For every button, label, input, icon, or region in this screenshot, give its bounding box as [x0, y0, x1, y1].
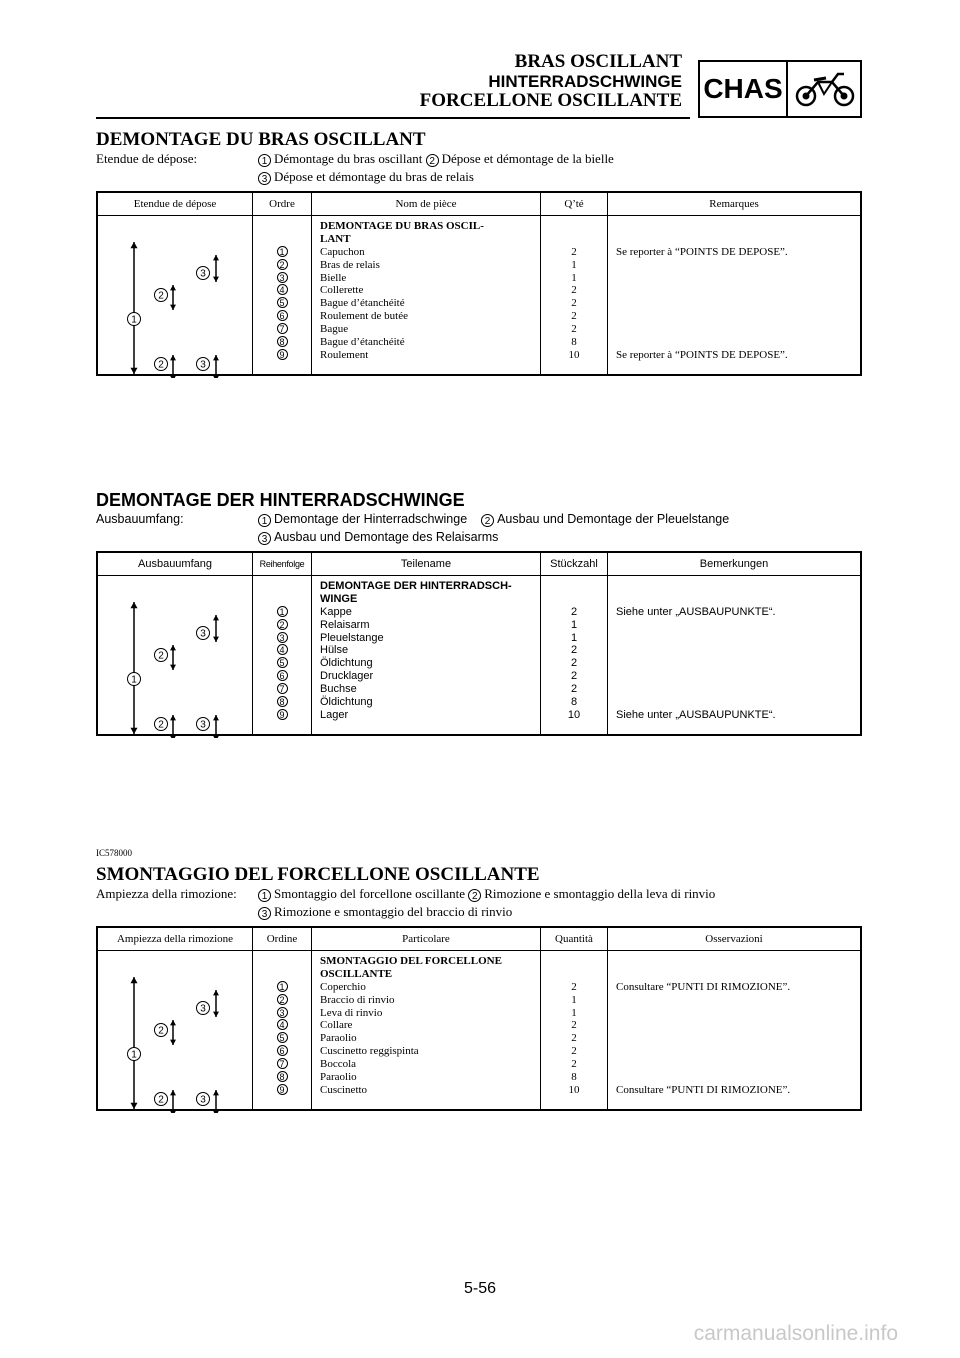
scope-cell: [97, 576, 253, 736]
order-number-icon: 2: [277, 619, 288, 630]
spacer: [541, 580, 607, 593]
part-name: Collerette: [320, 284, 364, 297]
part-name: Braccio di rinvio: [320, 993, 395, 1006]
quantity: 2: [570, 605, 578, 618]
spacer: [541, 955, 607, 968]
diagram-marker-1: [128, 673, 141, 686]
svg-text:3: 3: [200, 359, 206, 371]
diagram-marker-3: [197, 1093, 210, 1106]
quantity: 2: [571, 1045, 577, 1058]
order-number-icon: 1: [277, 981, 288, 992]
remark: [616, 696, 860, 709]
quantity-column: [541, 216, 608, 376]
order-number-icon: 4: [277, 284, 288, 295]
parts-table: [96, 191, 862, 376]
part-name: Roulement de butée: [320, 310, 408, 323]
quantity: 2: [571, 245, 577, 258]
scope-diagram: [118, 598, 268, 738]
column-header: Osservazioni: [608, 927, 862, 951]
remark: [616, 1007, 860, 1020]
column-header: Stückzahl: [541, 552, 608, 576]
spacer: [616, 220, 860, 233]
group-title: OSCILLANTE: [320, 967, 393, 980]
order-number-icon: 2: [277, 994, 288, 1005]
table-row: [97, 576, 861, 736]
order-number-icon: 8: [277, 1071, 288, 1082]
order-number-icon: 5: [277, 657, 288, 668]
diagram-marker-2: [155, 1093, 168, 1106]
spacer: [541, 220, 607, 233]
order-number-icon: 4: [277, 644, 288, 655]
part-name: Paraolio: [320, 1071, 357, 1084]
order-number-icon: 5: [277, 1032, 288, 1043]
svg-text:1: 1: [131, 674, 137, 686]
remarks-column: [608, 216, 862, 376]
scope-row-1: [96, 150, 862, 168]
marker-1-icon: 1: [258, 889, 271, 902]
column-header: Bemerkungen: [608, 552, 862, 576]
scope-text-2: [258, 903, 512, 921]
part-name: Öldichtung: [320, 696, 373, 709]
part-name: Bague: [320, 323, 349, 336]
scope-row-2: [96, 903, 862, 921]
scope-item-2: Rimozione e smontaggio della leva di rinvio: [484, 886, 716, 901]
spacer: [616, 580, 860, 593]
scope-item-2: Ausbau und Demontage der Pleuelstange: [497, 512, 730, 526]
part-name: Pleuelstange: [320, 631, 384, 644]
remark: Siehe unter „AUSBAUPUNKTE“.: [616, 708, 776, 721]
part-name-column: [312, 951, 541, 1111]
diagram-marker-3: [197, 627, 210, 640]
order-number-icon: 9: [277, 709, 288, 720]
diagram-marker-3: [197, 1002, 210, 1015]
group-title: WINGE: [320, 592, 358, 605]
diagram-marker-2: [155, 358, 168, 371]
table-row: [97, 216, 861, 376]
scope-diagram: [118, 973, 268, 1113]
order-number-icon: 8: [277, 696, 288, 707]
scope-item-3: Rimozione e smontaggio del braccio di rinvio: [274, 904, 513, 919]
spacer: [616, 233, 860, 246]
part-name: Bague d’étanchéité: [320, 297, 405, 310]
section-german: [96, 490, 862, 731]
spacer: [253, 955, 311, 968]
quantity: 1: [571, 1006, 577, 1019]
diagram-marker-3: [197, 358, 210, 371]
scope-text-2: [258, 528, 498, 546]
marker-3-icon: 3: [258, 532, 271, 545]
svg-text:2: 2: [158, 1094, 164, 1106]
remark: [616, 297, 860, 310]
order-number-icon: 7: [277, 683, 288, 694]
order-number-icon: 2: [277, 259, 288, 270]
scope-row-2: [96, 168, 862, 186]
part-name: Kappe: [320, 605, 352, 618]
part-name: Boccola: [320, 1058, 357, 1071]
scope-diagram: [118, 238, 268, 378]
part-name: Lager: [320, 708, 349, 721]
parts-table: [96, 926, 862, 1111]
diagram-marker-3: [197, 718, 210, 731]
diagram-marker-1: [128, 1048, 141, 1061]
part-name: Roulement: [320, 348, 369, 361]
part-name: Hülse: [320, 644, 349, 657]
part-name: Buchse: [320, 683, 357, 696]
spacer: [616, 968, 860, 981]
svg-text:3: 3: [200, 268, 206, 280]
diagram-marker-2: [155, 718, 168, 731]
header-title-de: HINTERRADSCHWINGE: [488, 72, 682, 91]
remark: [616, 994, 860, 1007]
section-title: DEMONTAGE DER HINTERRADSCHWINGE: [96, 490, 465, 510]
order-number-icon: 3: [277, 1007, 288, 1018]
scope-cell: [97, 951, 253, 1111]
remark: [616, 323, 860, 336]
remark: Consultare “PUNTI DI RIMOZIONE”.: [616, 980, 791, 993]
spacer: [253, 580, 311, 593]
part-name: Paraolio: [320, 1032, 357, 1045]
quantity: 2: [571, 297, 577, 310]
quantity: 10: [567, 708, 581, 721]
quantity: 1: [570, 631, 578, 644]
remark: [616, 657, 860, 670]
section-italian: [96, 864, 862, 1106]
remark: [616, 619, 860, 632]
order-number-icon: 9: [277, 1084, 288, 1095]
svg-text:1: 1: [131, 1049, 137, 1061]
group-title: SMONTAGGIO DEL FORCELLONE: [320, 955, 502, 967]
page-number: 5-56: [463, 1280, 497, 1297]
column-header: Ordine: [253, 927, 312, 951]
scope-item-2: Dépose et démontage de la bielle: [441, 151, 614, 166]
part-name: Öldichtung: [320, 657, 373, 670]
quantity: 8: [570, 696, 578, 709]
svg-text:2: 2: [158, 1025, 164, 1037]
header-titles: [420, 52, 682, 111]
svg-text:2: 2: [158, 650, 164, 662]
section-title: DEMONTAGE DU BRAS OSCILLANT: [96, 129, 426, 150]
motorcycle-icon: [794, 68, 858, 110]
quantity: 2: [571, 310, 577, 323]
part-name: Relaisarm: [320, 618, 370, 631]
order-number-icon: 4: [277, 1019, 288, 1030]
scope-row-2: [96, 528, 862, 546]
column-header: Ampiezza della rimozione: [97, 927, 253, 951]
scope-item-1: Démontage du bras oscillant: [274, 151, 423, 166]
marker-1-icon: 1: [258, 154, 271, 167]
quantity: 1: [571, 993, 577, 1006]
quantity: 2: [571, 323, 577, 336]
quantity: 1: [570, 618, 578, 631]
column-header: Ordre: [253, 192, 312, 216]
marker-2-icon: 2: [481, 514, 494, 527]
scope-text-1: [258, 510, 729, 528]
quantity: 10: [568, 348, 580, 361]
section-french: [96, 129, 862, 371]
spacer: [541, 233, 607, 246]
scope-item-3: Ausbau und Demontage des Relaisarms: [274, 530, 499, 544]
remark: Siehe unter „AUSBAUPUNKTE“.: [616, 605, 776, 618]
header-title-fr: BRAS OSCILLANT: [514, 51, 682, 72]
part-name: Bague d’étanchéité: [320, 336, 405, 349]
section-title: SMONTAGGIO DEL FORCELLONE OSCILLANTE: [96, 864, 540, 885]
column-header: Ausbauumfang: [97, 552, 253, 576]
scope-item-1: Demontage der Hinterradschwinge: [274, 512, 468, 526]
quantity: 2: [570, 683, 578, 696]
chas-label: CHAS: [703, 73, 783, 104]
scope-label: Ausbauumfang:: [96, 512, 184, 526]
scope-label: Ampiezza della rimozione:: [96, 886, 237, 901]
header-title-it: FORCELLONE OSCILLANTE: [419, 90, 682, 111]
group-title: DEMONTAGE DU BRAS OSCIL-: [320, 220, 484, 232]
quantity: 2: [571, 980, 577, 993]
marker-1-icon: 1: [258, 514, 271, 527]
order-number-icon: 6: [277, 1045, 288, 1056]
column-header: Q’té: [541, 192, 608, 216]
order-number-icon: 5: [277, 297, 288, 308]
svg-text:2: 2: [158, 719, 164, 731]
part-name: Collare: [320, 1019, 353, 1032]
column-header: Teilename: [312, 552, 541, 576]
scope-label: Etendue de dépose:: [96, 151, 198, 166]
scope-text-1: [258, 885, 715, 903]
column-header: Reihenfolge: [253, 552, 312, 576]
svg-text:3: 3: [200, 628, 206, 640]
order-number-icon: 3: [277, 272, 288, 283]
part-name-column: [312, 216, 541, 376]
scope-row-1: [96, 885, 862, 903]
svg-text:3: 3: [200, 1094, 206, 1106]
quantity: 2: [571, 1019, 577, 1032]
watermark: carmanualsonline.info: [693, 1322, 898, 1345]
diagram-marker-3: [197, 267, 210, 280]
part-name: Capuchon: [320, 245, 365, 258]
spacer: [541, 593, 607, 606]
diagram-marker-1: [128, 313, 141, 326]
part-name: Drucklager: [320, 670, 374, 683]
group-title: LANT: [320, 232, 351, 245]
remark: [616, 1032, 860, 1045]
remark: [616, 1019, 860, 1032]
spacer: [253, 220, 311, 233]
quantity: 8: [571, 1071, 577, 1084]
svg-text:2: 2: [158, 359, 164, 371]
order-number-icon: 6: [277, 310, 288, 321]
part-name: Bras de relais: [320, 258, 380, 271]
quantity: 8: [571, 336, 577, 349]
header-rule: [96, 117, 690, 119]
remarks-column: [608, 951, 862, 1111]
scope-cell: [97, 216, 253, 376]
quantity-column: [541, 951, 608, 1111]
part-name-column: [312, 576, 541, 736]
order-number-icon: 7: [277, 1058, 288, 1069]
scope-item-1: Smontaggio del forcellone oscillante: [274, 886, 465, 901]
spacer: [616, 593, 860, 606]
marker-2-icon: 2: [426, 154, 439, 167]
column-header: Nom de pièce: [312, 192, 541, 216]
group-title: DEMONTAGE DER HINTERRADSCH-: [320, 580, 512, 592]
scope-item-3: Dépose et démontage du bras de relais: [274, 169, 474, 184]
scope-text-1: [258, 150, 614, 168]
quantity: 2: [571, 284, 577, 297]
svg-text:3: 3: [200, 1003, 206, 1015]
quantity-column: [541, 576, 608, 736]
quantity: 10: [568, 1083, 580, 1096]
order-number-icon: 1: [277, 606, 288, 617]
remark: [616, 683, 860, 696]
marker-3-icon: 3: [258, 172, 271, 185]
marker-3-icon: 3: [258, 907, 271, 920]
diagram-marker-2: [155, 1024, 168, 1037]
order-number-icon: 7: [277, 323, 288, 334]
section-badge: [698, 60, 862, 118]
remark: [616, 284, 860, 297]
quantity: 2: [570, 657, 578, 670]
remarks-column: [608, 576, 862, 736]
remark: [616, 310, 860, 323]
remark: [616, 1045, 860, 1058]
part-name: Coperchio: [320, 980, 366, 993]
quantity: 2: [570, 644, 578, 657]
quantity: 1: [571, 271, 577, 284]
parts-table: [96, 551, 862, 736]
remark: [616, 670, 860, 683]
column-header: Particolare: [312, 927, 541, 951]
part-name: Bielle: [320, 271, 347, 284]
remark: [616, 632, 860, 645]
remark: [616, 336, 860, 349]
order-number-icon: 3: [277, 632, 288, 643]
quantity: 2: [570, 670, 578, 683]
remark: Consultare “PUNTI DI RIMOZIONE”.: [616, 1083, 791, 1096]
marker-2-icon: 2: [468, 889, 481, 902]
remark: [616, 259, 860, 272]
quantity: 2: [571, 1032, 577, 1045]
svg-text:1: 1: [131, 314, 137, 326]
spacer: [541, 968, 607, 981]
order-number-icon: 6: [277, 670, 288, 681]
part-name: Cuscinetto: [320, 1083, 368, 1096]
scope-row-1: [96, 510, 862, 528]
remark: [616, 1071, 860, 1084]
order-number-icon: 8: [277, 336, 288, 347]
svg-text:3: 3: [200, 719, 206, 731]
part-name: Leva di rinvio: [320, 1006, 383, 1019]
remark: [616, 644, 860, 657]
column-header: Etendue de dépose: [97, 192, 253, 216]
table-row: [97, 951, 861, 1111]
spacer: [616, 955, 860, 968]
remark: Se reporter à “POINTS DE DEPOSE”.: [616, 348, 788, 361]
part-name: Cuscinetto reggispinta: [320, 1045, 419, 1058]
remark: Se reporter à “POINTS DE DEPOSE”.: [616, 245, 788, 258]
quantity: 1: [571, 258, 577, 271]
column-header: Remarques: [608, 192, 862, 216]
remark: [616, 272, 860, 285]
diagram-marker-2: [155, 649, 168, 662]
column-header: Quantità: [541, 927, 608, 951]
order-number-icon: 9: [277, 349, 288, 360]
quantity: 2: [571, 1058, 577, 1071]
badge-divider: [786, 62, 788, 116]
scope-text-2: [258, 168, 474, 186]
svg-text:2: 2: [158, 290, 164, 302]
remark: [616, 1058, 860, 1071]
order-number-icon: 1: [277, 246, 288, 257]
diagram-marker-2: [155, 289, 168, 302]
document-code: IC578000: [96, 848, 132, 858]
